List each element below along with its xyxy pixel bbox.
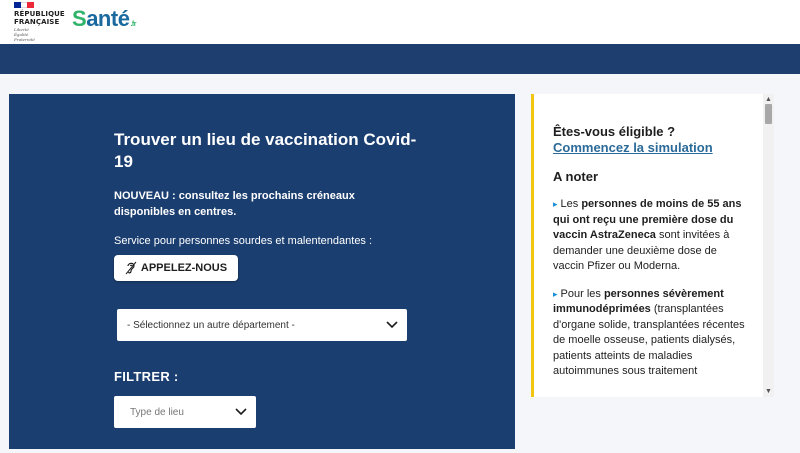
place-type-select-value: Type de lieu	[130, 406, 184, 418]
filter-label: FILTRER :	[114, 369, 179, 384]
note-astrazeneca: ▸ Les personnes de moins de 55 ans qui ont reçu une première dose du vaccin AstraZeneca sont invitées à demander une deuxième dose de vaccin Pfizer ou Moderna.	[553, 198, 742, 272]
eligibility-info-panel	[531, 94, 774, 397]
ear-icon	[125, 261, 137, 275]
site-header	[0, 0, 800, 44]
call-us-label: APPELEZ-NOUS	[140, 262, 228, 274]
call-us-button[interactable]	[114, 255, 238, 281]
arrow-right-icon: ▸	[553, 199, 558, 209]
sante-logo[interactable]: Santé.fr	[72, 6, 136, 31]
page-title: Trouver un lieu de vaccination Covid-19	[114, 130, 417, 171]
a-noter-heading: A noter	[553, 169, 599, 184]
note-immunodeprimees: ▸ Pour les personnes sévèrement immunodéprimées (transplantées d'organe solide, transplantées récentes de moelle osseuse, patients dialysés, patients atteints de maladies autoimmunes sous traitement	[553, 287, 745, 377]
flag-icon	[14, 2, 34, 8]
chevron-down-icon	[385, 318, 399, 332]
navigation-bar	[0, 44, 800, 74]
scroll-down-icon[interactable]: ▼	[765, 388, 772, 395]
rf-motto: Liberté Égalité Fraternité	[14, 27, 35, 42]
accessibility-service-label: Service pour personnes sourdes et malentendantes :	[114, 235, 373, 247]
nouveau-notice: NOUVEAU : consultez les prochains créneaux disponibles en centres.	[114, 190, 355, 218]
department-select[interactable]	[117, 309, 407, 341]
scroll-up-icon[interactable]: ▲	[765, 96, 772, 103]
start-simulation-link[interactable]: Commencez la simulation	[553, 140, 713, 155]
vaccination-search-panel	[9, 94, 515, 449]
department-select-value: - Sélectionnez un autre département -	[127, 319, 295, 331]
chevron-down-icon	[234, 405, 248, 419]
rf-title: RÉPUBLIQUE FRANÇAISE	[14, 10, 65, 26]
sidebar-scrollbar[interactable]	[763, 94, 774, 397]
scrollbar-thumb[interactable]	[765, 104, 772, 124]
republique-francaise-logo[interactable]	[14, 2, 66, 42]
eligibility-question: Êtes-vous éligible ?	[553, 124, 676, 139]
place-type-select[interactable]	[114, 396, 256, 428]
arrow-right-icon: ▸	[553, 288, 558, 299]
